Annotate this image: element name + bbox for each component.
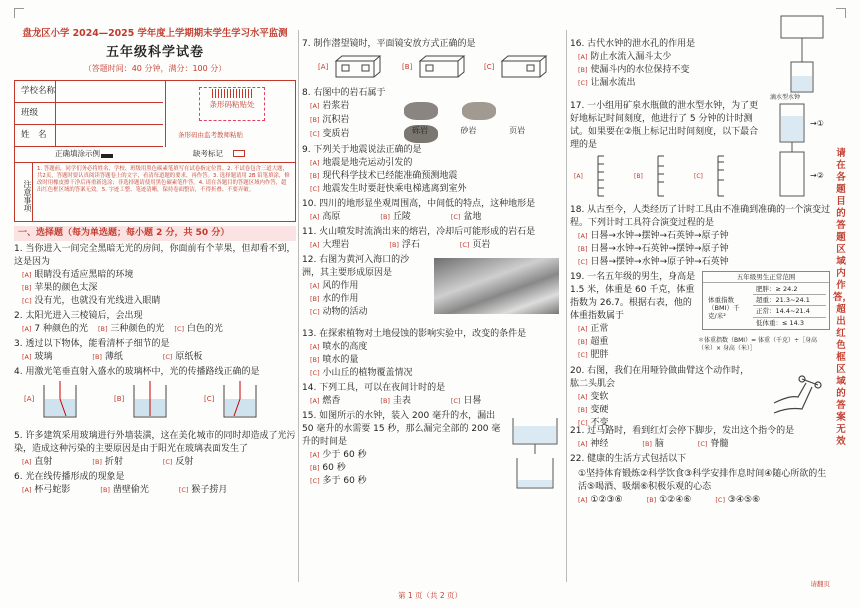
question-22-statements: ①坚持体育锻炼②科学饮食③科学安排作息时间④随心所欲的生活⑤喝酒、吸烟⑥积极乐观的心态 [578, 469, 827, 492]
drip-clock-label: 滴水型水钟 [770, 94, 801, 101]
question-11: 11. 火山喷发时流淌出来的熔岩，冷却后可能形成的岩石是 [302, 227, 536, 238]
question-16: 16. 古代水钟的泄水孔的作用是 [570, 39, 696, 49]
option[interactable]: 喷水的量 [322, 355, 359, 366]
bmi-table [702, 271, 830, 330]
column-2: 7. 制作潜望镜时，平面镜安放方式正确的是 [A] [B] [C] 8. 右图中的岩石属于 [A] 岩浆岩 [B] 沉积岩 [C] 变质岩 砾岩 砂岩 页岩 9. 下列关于地震说法正确的是 [A] 地震是地壳运动引发的 [B] 现代科学技术已经能准确预测地震 [C] 地震发生时要赶快乘电梯逃离到室外 10. 四川的地形显坐观周围高，中间低的特点，这种地形是 [A] 高原 [B] 丘陵 [C] 盆地 11. 火山喷发时流淌出来的熔岩，冷却后可能形成的岩石是 [A] 大理岩 [B] 浮石 [C] 页岩 12. 右图为黄河入海口的沙洲，其主要形成原因是 [A] 风的作用 [B] 水的作用 [C] 动物的活动 13. 在探索植物对土地侵蚀的影响实验中，改变的条件是 [A] 喷水的高度 [B] 喷水的量 [C] 小山丘的植物覆盖情况 14. 下列工具，可以在夜间计时的是 [A] 燃香 [B] 圭表 [C] 日晷 15. 如图所示的水钟，装入 200 毫升的水，漏出 50 毫升的水需要 15 秒，那么漏完全部的 200 毫升的时间是 [A] 少于 60 秒 [B] 60 秒 [C] 多于 60 秒 [302, 8, 564, 586]
svg-text:[A]: [A] [318, 63, 329, 71]
svg-text:→②: →② [810, 171, 824, 180]
option[interactable]: 多于 60 秒 [322, 476, 367, 487]
option[interactable]: 高原 [322, 212, 341, 223]
side-warning: 请在各题目的答题区域内作答，超出红色框区域的答案无效 [833, 148, 853, 447]
question-15: 15. 如图所示的水钟，装入 200 毫升的水，漏出 50 毫升的水需要 15 秒，那么漏完全部的 200 毫升的时间是 [302, 411, 501, 448]
option[interactable]: 大理岩 [322, 240, 350, 251]
exam-subject: 五年级科学试卷 [105, 44, 204, 60]
bmi-row: 正常：14.4~21.4 [753, 306, 826, 317]
option[interactable]: 盆地 [463, 212, 482, 223]
divider [298, 30, 299, 582]
question-5: 5. 许多建筑采用玻璃进行外墙装潢，这在美化城市的同时却造成了光污染，造成这种污染的主要原因是由于阳光在玻璃表面发生了 [14, 430, 296, 454]
question-19: 19. 一名五年级的男生，身高是 1.5 米，体重是 60 千克，体重指数为 26.7。根据右表，他的体重指数属于 [570, 272, 696, 321]
option[interactable]: 60 秒 [322, 463, 346, 474]
option[interactable]: 超重 [590, 337, 609, 347]
bmi-note: ＊体重指数（BMI）= 体重（千克）÷［身高（米）× 身高（米）］ [698, 337, 818, 352]
svg-text:[B]: [B] [634, 173, 643, 180]
question-8: 8. 右图中的岩石属于 [302, 88, 386, 99]
option[interactable]: 使漏斗内的水位保持不变 [590, 65, 690, 75]
option[interactable]: 猴子捞月 [191, 484, 228, 495]
option[interactable]: 日晷 [463, 396, 482, 407]
option[interactable]: 页岩 [472, 240, 491, 251]
periscope-diagrams [302, 51, 562, 81]
fill-example-mark [101, 154, 113, 158]
exam-title: 盘龙区小学 2024—2025 学年度上学期期末学生学习水平监测 [22, 28, 288, 39]
question-13: 13. 在探索植物对土地侵蚀的影响实验中，改变的条件是 [302, 329, 527, 340]
question-4: 4. 用激光笔垂直射入盛水的玻璃杯中，光的传播路线正确的是 [14, 367, 260, 378]
option[interactable]: 让漏水流出 [590, 78, 636, 88]
option[interactable]: 脑 [654, 439, 664, 449]
option[interactable]: 喷水的高度 [322, 342, 368, 353]
question-7: 7. 制作潜望镜时，平面镜安放方式正确的是 [302, 39, 476, 49]
barcode-label: 条形码粘贴处 [209, 100, 255, 109]
turn-page-note: 请翻页 [810, 579, 830, 588]
svg-text:[C]: [C] [694, 173, 703, 180]
scale-options-diagram [570, 152, 760, 202]
option[interactable]: 折射 [104, 456, 123, 467]
question-12: 12. 右图为黄河入海口的沙洲，其主要形成原因是 [302, 255, 410, 279]
option[interactable]: 变质岩 [322, 129, 350, 140]
section-1-header: 一、选择题（每为单选题；每小题 2 分，共 50 分） [14, 226, 296, 241]
question-2: 2. 太阳光进入三棱镜后，会出现 [14, 311, 143, 322]
option[interactable]: 变软 [590, 392, 609, 402]
option[interactable]: 变硬 [590, 405, 609, 415]
question-3: 3. 透过以下物体，能看清杯子细节的是 [14, 339, 170, 350]
option[interactable]: 不变 [590, 418, 609, 428]
fill-example-label: 正确填涂示例 [55, 149, 100, 158]
barcode-area [165, 81, 295, 147]
bmi-row: 低体重：≤ 14.3 [756, 318, 804, 327]
beaker-diagrams [14, 379, 294, 423]
svg-text:[A]: [A] [574, 173, 583, 180]
option[interactable]: 三种颜色的光 [110, 324, 165, 335]
option[interactable]: 小山丘的植物覆盖情况 [322, 368, 413, 379]
rock-label: 页岩 [509, 126, 526, 136]
question-14: 14. 下列工具，可以在夜间计时的是 [302, 383, 446, 394]
option[interactable]: 沉积岩 [322, 115, 350, 126]
question-18: 18. 从古至今，人类经历了计时工具由不准确到准确的一个演变过程。下列计时工具符合演变过程的是 [570, 205, 831, 228]
option[interactable]: 脊髓 [710, 439, 729, 449]
svg-text:[B]: [B] [114, 395, 125, 404]
question-17: 17. 一小组用矿泉水瓶做的泄水型水钟，为了更好地标记时间刻度，他进行了 5 分钟的计时测试。如果要在②瓶上标记出时间刻度，以下最合理的是 [570, 101, 759, 150]
bmi-label: 体重指数（BMI）千克/米² [708, 296, 740, 321]
crop-mark [836, 8, 846, 18]
notes-text: 1. 答题前，同学们务必将姓名、学校、班级用黑色碳素笔填写在试卷指定位置。2. 不试卷包含三道大题，共2页，答题时要认真阅读答题卷上的文字，看清每道题的要求，再作答。3. 选择题请用 2B 铅笔填涂，修改时用橡皮擦干净后再重新选涂；非选择题请使用黑色碳素笔作答。4. 请在各题目的答题区域内作答，超出红色框区域的答案无效。5. 字迹工整、笔迹清晰，保持卷面整洁，不得折叠、不要弄破。 [37, 166, 290, 194]
option[interactable]: 浮石 [401, 240, 420, 251]
question-9: 9. 下列关于地震说法正确的是 [302, 145, 422, 156]
question-10: 10. 四川的地形显坐观周围高，中间低的特点，这种地形是 [302, 199, 536, 210]
barcode-icon [212, 89, 252, 98]
option[interactable]: 反射 [175, 456, 194, 467]
class-label: 班级 [21, 108, 39, 118]
option[interactable]: 燃香 [322, 396, 341, 407]
name-label: 姓 名 [21, 130, 47, 140]
option[interactable]: 现代科学技术已经能准确预测地震 [322, 171, 458, 182]
option[interactable]: 丘陵 [392, 212, 411, 223]
option[interactable]: 日晷→水钟→石英钟→摆钟→原子钟 [590, 244, 729, 254]
barcode-note: 条形码由监考教师粘贴 [178, 131, 243, 139]
option[interactable]: 没有光，也就没有光线进入眼睛 [34, 296, 161, 307]
option[interactable]: 防止水流入漏斗太少 [590, 52, 672, 62]
option[interactable]: 岩浆岩 [322, 101, 350, 112]
page-number: 第 1 页（共 2 页） [397, 590, 463, 600]
drip-clock-diagram [770, 102, 830, 200]
option[interactable]: 杯弓蛇影 [34, 484, 71, 495]
column-1: 盘龙区小学 2024—2025 学年度上学期期末学生学习水平监测 五年级科学试卷 （答题时间：40 分钟，满分：100 分） 学校名称 班级 姓 名 条形码粘贴处 条形码由监考教师粘贴 正确填涂示例 缺考标记 注意事项 1. 答题前，同学们务必将姓名、学校、班级用黑色碳素笔填写在试卷指定位置。2. 不试卷包含三道大题，共2页，答题时要认真阅读答题卷上的文字，看清每道题的要求，再作答。3. 选择题请用 2B 铅笔填涂，修改时用橡皮擦干净后再重新选涂；非选择题请使用黑色碳素笔作答。4. 请在各题目的答题区域内作答，超出红色框区域的答案无效。5. 字迹工整、笔迹清晰，保持卷面整洁，不得折叠、不要弄破。 一、选择题（每为单选题；每小题 2 分，共 50 分） 1. 当你进入一间完全黑暗无光的房间，你面前有个苹果，但却看不到，这是因为 [A] 眼睛没有适应黑暗的环境 [B] 苹果的颜色太深 [C] 没有光，也就没有光线进入眼睛 2. 太阳光进入三棱镜后，会出现 [A] 7 种颜色的光 [B] 三种颜色的光 [C] 白色的光 3. 透过以下物体，能看清杯子细节的是 [A] 玻璃 [B] 薄纸 [C] 原纸板 4. 用激光笔垂直射入盛水的玻璃杯中，光的传播路线正确的是 [A] [B] [C] 5. 许多建筑采用玻璃进行外墙装潢，这在美化城市的同时却造成了光污染，造成这种污染的主要原因是由于阳光在玻璃表面发生了 [A] 直射 [B] 折射 [C] 反射 6. 光在线传播形成的现象是 [A] 杯弓蛇影 [B] 凿壁偷光 [C] 猴子捞月 [14, 28, 296, 495]
school-label: 学校名称 [21, 86, 56, 96]
option[interactable]: 正常 [590, 324, 609, 334]
missing-checkbox[interactable] [233, 150, 245, 157]
option[interactable]: 神经 [590, 439, 609, 449]
bmi-row: 超重：21.3~24.1 [753, 295, 826, 306]
missing-label: 缺考标记 [193, 149, 223, 158]
option[interactable]: 圭表 [392, 396, 411, 407]
question-20: 20. 右图，我们在用哑铃做曲臂这个动作时，肱二头肌会 [570, 366, 750, 389]
svg-text:→①: →① [810, 119, 824, 128]
option[interactable]: 白色的光 [186, 324, 223, 335]
option[interactable]: 动物的活动 [322, 307, 368, 318]
svg-text:[A]: [A] [24, 395, 35, 404]
column-3: 16. 古代水钟的泄水孔的作用是 [A] 防止水流入漏斗太少 [B] 使漏斗内的水位保持不变 [C] 让漏水流出 17. 一小组用矿泉水瓶做的泄水型水钟，为了更好地标记时间刻度，他进行了 5 分钟的计时测试。如果要在②瓶上标记出时间刻度，以下最合理的是 [A] [B] [C] 滴水型水钟 →① →② 18. 从古至今，人类经历了计时工具由不准确到准确的一个演变过程。下列计时工具符合演变过程的是 [A] 日晷→水钟→摆钟→石英钟→原子钟 [B] 日晷→水钟→石英钟→摆钟→原子钟 [C] 日晷→摆钟→水钟→原子钟→石英钟 19. 一名五年级的男生，身高是 1.5 米，体重是 60 千克，体重指数为 26.7。根据右表，他的体重指数属于 [A] 正常 [B] 超重 [C] 肥胖 五年级男生正常范围 体重指数（BMI）千克/米² 肥胖：≥ 24.2 超重：21.3~24.1 正常：14.4~21.4 低体重：≤ 14.3 ＊体重指数（BMI）= 体重（千克）÷［身高（米）× 身高（米）］ 20. 右图，我们在用哑铃做曲臂这个动作时，肱二头肌会 [A] 变软 [B] 变硬 [C] 不变 21. 过马路时，看到红灯会停下脚步，发出这个指令的是 [A] 神经 [B] 脑 [C] 脊髓 22. 健康的生活方式包括以下 ①坚持体育锻炼②科学饮食③科学安排作息时间④随心所欲的生活⑤喝酒、吸烟⑥积极乐观的心态 [A] ①②③⑥ [B] ①②④⑥ [C] ③④⑤⑥ [570, 8, 832, 586]
option[interactable]: 风的作用 [322, 281, 359, 292]
arm-dumbbell-icon [768, 367, 830, 417]
option[interactable]: 苹果的颜色太深 [34, 283, 98, 294]
svg-text:[B]: [B] [402, 63, 413, 71]
option[interactable]: 地震发生时要赶快乘电梯逃离到室外 [322, 184, 467, 195]
bmi-table-title: 五年级男生正常范围 [703, 272, 829, 283]
svg-text:[C]: [C] [484, 63, 495, 71]
option[interactable]: 直射 [34, 456, 53, 467]
option[interactable]: 7 种颜色的光 [34, 324, 88, 335]
question-22: 22. 健康的生活方式包括以下 [570, 454, 687, 464]
option[interactable]: 肥胖 [590, 350, 609, 360]
water-clock-diagram [507, 414, 563, 492]
divider [566, 30, 567, 582]
option[interactable]: 原纸板 [175, 352, 203, 363]
rock-label: 砂岩 [460, 126, 477, 136]
exam-time: （答题时间：40 分钟，满分：100 分） [83, 64, 227, 73]
student-info-box [14, 80, 296, 222]
svg-text:[C]: [C] [204, 395, 215, 404]
question-1: 1. 当你进入一间完全黑暗无光的房间，你面前有个苹果，但却看不到，这是因为 [14, 244, 296, 268]
option[interactable]: 日晷→水钟→摆钟→石英钟→原子钟 [590, 231, 729, 241]
option[interactable]: 薄纸 [104, 352, 123, 363]
option[interactable]: ③④⑤⑥ [727, 495, 761, 505]
notes-label: 注意事项 [15, 163, 33, 221]
option[interactable]: 眼睛没有适应黑暗的环境 [34, 270, 134, 281]
option[interactable]: 日晷→摆钟→水钟→原子钟→石英钟 [590, 257, 729, 267]
option[interactable]: ①②③⑥ [590, 495, 623, 505]
option[interactable]: 水的作用 [322, 294, 359, 305]
option[interactable]: 玻璃 [34, 352, 53, 363]
option[interactable]: 少于 60 秒 [322, 450, 367, 461]
question-6: 6. 光在线传播形成的现象是 [14, 471, 125, 482]
bmi-row: 肥胖：≥ 24.2 [753, 284, 826, 295]
question-21: 21. 过马路时，看到红灯会停下脚步，发出这个指令的是 [570, 426, 795, 436]
rock-label: 砾岩 [412, 126, 428, 136]
ancient-water-clock-diagram [775, 12, 829, 96]
option[interactable]: 地震是地壳运动引发的 [322, 158, 413, 169]
option[interactable]: 凿壁偷光 [112, 484, 149, 495]
option[interactable]: ①②④⑥ [659, 495, 692, 505]
river-delta-photo [434, 258, 559, 314]
